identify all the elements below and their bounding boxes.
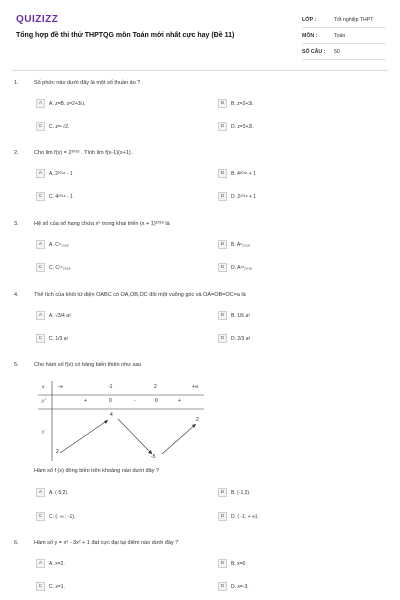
option-text: D. A¹⁵₂₀₁₈ (231, 264, 252, 271)
option-text: D. 2/3 a³ (231, 335, 251, 342)
option-a[interactable] (36, 558, 196, 569)
option-text: B. 4²⁰¹⁸ + 1 (231, 170, 256, 177)
option-text: A. x=2. (49, 560, 65, 567)
question-text: Cho hàm số f(x) có bảng biến thiên như sau (34, 362, 142, 368)
option-d[interactable] (218, 581, 378, 592)
option-text: A. C⁵₂₀₁₈ (49, 241, 69, 248)
option-letter: A (36, 240, 45, 249)
option-text: D. 2²⁰¹⁸ + 1 (231, 193, 257, 200)
question-number: 6. (14, 540, 19, 546)
option-d[interactable] (218, 191, 378, 202)
question-number: 4. (14, 292, 19, 298)
option-letter: B (218, 240, 227, 249)
meta-table (302, 12, 386, 60)
x-value: 2 (154, 384, 157, 390)
y-value: 4 (110, 412, 113, 418)
x-value: -∞ (58, 384, 64, 390)
option-letter: C (36, 263, 45, 272)
option-d[interactable] (218, 121, 378, 132)
option-b[interactable] (218, 310, 378, 321)
option-letter: C (36, 122, 45, 131)
option-letter: C (36, 582, 45, 591)
option-text: D. x=-3. (231, 583, 249, 590)
y-value: 2 (196, 417, 199, 423)
question-subtext: Hàm số f (x) đồng biến trên khoảng nào dưới đây ? (34, 468, 159, 474)
option-b[interactable] (218, 98, 378, 109)
option-c[interactable] (36, 581, 196, 592)
option-letter: B (218, 169, 227, 178)
question-text: Cho lim f(x) = 2²⁰¹⁸ . Tính lim f(x-1)(x+1) . (34, 150, 134, 156)
option-letter: B (218, 311, 227, 320)
option-a[interactable] (36, 168, 196, 179)
option-text: C. x=1. (49, 583, 65, 590)
option-text: C. 1/3 a³ (49, 335, 69, 342)
option-text: A. (-5;2). (49, 489, 69, 496)
sign: 0 (155, 398, 158, 404)
y-value: 2 (56, 449, 59, 455)
meta-row-count (302, 44, 386, 60)
header-divider (12, 70, 388, 71)
option-letter: D (218, 582, 227, 591)
y-row-label: y (42, 429, 45, 435)
option-b[interactable] (218, 558, 378, 569)
document-title: Tổng hợp đề thi thử THPTQG môn Toán mới nhất cực hay (Đề 11) (16, 32, 235, 39)
option-letter: C (36, 192, 45, 201)
option-text: B. x=0. (231, 560, 247, 567)
option-letter: D (218, 263, 227, 272)
option-b[interactable] (218, 487, 378, 498)
meta-row-class (302, 12, 386, 28)
option-a[interactable] (36, 487, 196, 498)
variation-table (38, 381, 204, 461)
option-letter: A (36, 99, 45, 108)
option-letter: A (36, 169, 45, 178)
x-value: -1 (108, 384, 113, 390)
option-text: A. z=B. z=2+3i.i. (49, 100, 86, 107)
option-text: B. 1/6 a³ (231, 312, 250, 319)
question-text: Hệ số của số hạng chứa x⁵ trong khai triển (x + 1)²⁰¹⁸ là (34, 221, 170, 227)
option-letter: C (36, 512, 45, 521)
y-value: -5 (151, 454, 156, 460)
option-letter: A (36, 488, 45, 497)
option-text: C. 4²⁰¹⁸ - 1 (49, 193, 73, 200)
option-d[interactable] (218, 262, 378, 273)
x-value: +∞ (192, 384, 199, 390)
x-row-label: x (42, 384, 45, 390)
option-c[interactable] (36, 191, 196, 202)
option-letter: B (218, 559, 227, 568)
option-c[interactable] (36, 511, 196, 522)
option-letter: A (36, 559, 45, 568)
sign: - (134, 398, 136, 404)
option-text: A. 2²⁰¹⁸ - 1 (49, 170, 73, 177)
meta-key: SỐ CÂU : (302, 48, 326, 55)
document-header (16, 12, 386, 62)
option-letter: B (218, 99, 227, 108)
meta-value: 50 (334, 48, 340, 55)
sign: 0 (109, 398, 112, 404)
option-text: A. √3/4 a³ (49, 312, 71, 319)
meta-key: LỚP : (302, 16, 317, 23)
sign: + (178, 398, 181, 404)
arrow-down (118, 419, 152, 454)
question-text: Hàm số y = x³ - 3x² + 1 đạt cực đại tại điểm nào dưới đây ? (34, 540, 179, 546)
meta-value: Tốt nghiệp THPT (334, 16, 374, 23)
option-a[interactable] (36, 310, 196, 321)
arrow-up-2 (162, 424, 196, 454)
option-b[interactable] (218, 168, 378, 179)
question-number: 2. (14, 150, 19, 156)
option-d[interactable] (218, 333, 378, 344)
option-text: D. z=3+2i. (231, 123, 254, 130)
option-letter: B (218, 488, 227, 497)
option-text: C. C¹⁵₂₀₁₈ (49, 264, 71, 271)
option-letter: D (218, 122, 227, 131)
option-a[interactable] (36, 239, 196, 250)
option-c[interactable] (36, 121, 196, 132)
sign: + (84, 398, 87, 404)
question-number: 3. (14, 221, 19, 227)
option-d[interactable] (218, 511, 378, 522)
derivative-row-label: y' (42, 398, 46, 404)
arrow-up-1 (60, 420, 108, 453)
meta-key: MÔN : (302, 32, 318, 39)
option-letter: D (218, 512, 227, 521)
option-c[interactable] (36, 333, 196, 344)
option-letter: C (36, 334, 45, 343)
option-text: D. ( -1; + ∞). (231, 513, 259, 520)
option-text: C. z=-√2. (49, 123, 70, 130)
meta-row-subject (302, 28, 386, 44)
question-text: Số phức nào dưới đây là một số thuần ảo ? (34, 80, 141, 86)
question-number: 5. (14, 362, 19, 368)
question-text: Thể tích của khối tứ diện OABC có OA,OB,OC đôi một vuông góc và OA=OB=OC=a là (34, 292, 246, 298)
question-number: 1. (14, 80, 19, 86)
option-a[interactable] (36, 98, 196, 109)
variation-table-lines (38, 381, 204, 461)
option-text: C. (- ∞ ; -1). (49, 513, 76, 520)
option-letter: A (36, 311, 45, 320)
option-text: B. (-1;2). (231, 489, 251, 496)
option-b[interactable] (218, 239, 378, 250)
option-text: B. z=2+3i. (231, 100, 254, 107)
option-letter: D (218, 192, 227, 201)
option-letter: D (218, 334, 227, 343)
meta-value: Toán (334, 32, 346, 39)
option-text: B. A⁵₂₀₁₈ (231, 241, 251, 248)
option-c[interactable] (36, 262, 196, 273)
quizizz-logo: QUIZIZZ (16, 14, 59, 25)
